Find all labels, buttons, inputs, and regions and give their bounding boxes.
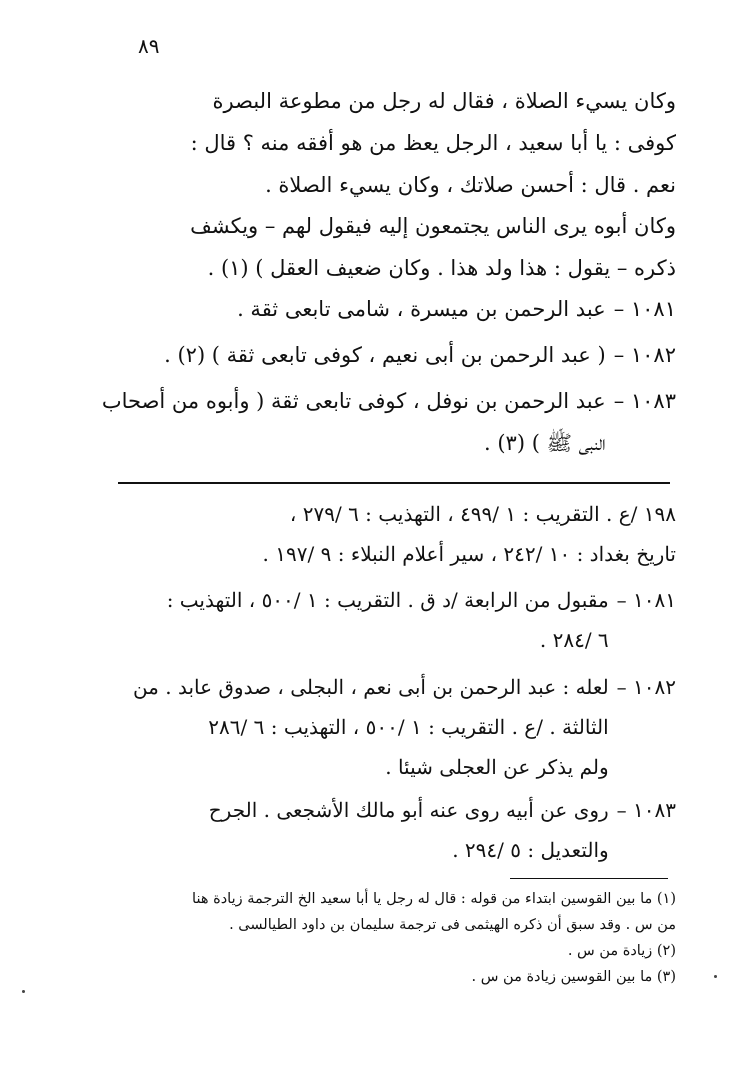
text-line: ذكره – يقول : هذا ولد هذا . وكان ضعيف العقل ) (١) . (207, 256, 676, 280)
entry-number: ١٠٨٢ – (613, 343, 676, 367)
entry-1082 (118, 334, 676, 376)
annotation-line: الثالثة . /ع . التقريب : ١ /٥٠٠ ، التهذيب : ٦ /٢٨٦ (208, 715, 609, 739)
entry-text: ( عبد الرحمن بن أبى نعيم ، كوفى تابعى ثقة ) (٢) . (164, 343, 606, 367)
annotation-number: ١٠٨١ – (616, 588, 676, 612)
annotation-line: تاريخ بغداد : ١٠ /٢٤٢ ، سير أعلام النبلاء : ٩ /١٩٧ . (262, 542, 676, 566)
text-line: وكان يسيء الصلاة ، فقال له رجل من مطوعة البصرة (212, 89, 676, 113)
entry-text: النبى ﷺ ) (٣) . (484, 431, 606, 455)
annotation-intro (128, 494, 676, 574)
entry-number: ١٠٨٣ – (613, 389, 676, 413)
section-divider (118, 482, 670, 484)
entry-number: ١٠٨١ – (613, 297, 676, 321)
annotation-line: لعله : عبد الرحمن بن أبى نعم ، البجلى ، صدوق عابد . من (132, 675, 609, 699)
text-line: كوفى : يا أبا سعيد ، الرجل يعظ من هو أفقه منه ؟ قال : (190, 131, 676, 155)
entry-1081 (118, 288, 676, 330)
annotation-1082 (118, 667, 676, 787)
scan-speck (22, 990, 25, 993)
footnote-line: (١) ما بين القوسين ابتداء من قوله : قال له رجل يا أبا سعيد الخ الترجمة زيادة هنا (192, 891, 676, 907)
entry-text: عبد الرحمن بن نوفل ، كوفى تابعى ثقة ( وأبوه من أصحاب (101, 389, 606, 413)
annotation-line: ولم يذكر عن العجلى شيئا . (385, 755, 609, 779)
paragraph-2 (118, 205, 676, 289)
text-line: نعم . قال : أحسن صلاتك ، وكان يسيء الصلاة . (265, 173, 676, 197)
annotation-line: ١٩٨ /ع . التقريب : ١ /٤٩٩ ، التهذيب : ٦ /٢٧٩ ، (289, 502, 676, 526)
footnote-line: (٣) ما بين القوسين زيادة من س . (471, 969, 676, 985)
annotation-number: ١٠٨٢ – (616, 675, 676, 699)
annotation-1083 (118, 790, 676, 870)
annotation-line: مقبول من الرابعة /د ق . التقريب : ١ /٥٠٠ ، التهذيب : (166, 588, 609, 612)
annotation-number: ١٠٨٣ – (616, 798, 676, 822)
annotation-line: والتعديل : ٥ /٢٩٤ . (452, 838, 609, 862)
paragraph-1 (118, 80, 676, 206)
footnote-divider (510, 878, 668, 879)
text-line: وكان أبوه يرى الناس يجتمعون إليه فيقول لهم – ويكشف (190, 214, 676, 238)
scan-speck (714, 975, 717, 978)
annotation-line: ٦ /٢٨٤ . (539, 628, 609, 652)
entry-text: عبد الرحمن بن ميسرة ، شامى تابعى ثقة . (237, 297, 606, 321)
footnote-line: من س . وقد سبق أن ذكره الهيثمى فى ترجمة سليمان بن داود الطيالسى . (229, 917, 676, 933)
footnotes (96, 886, 676, 990)
annotation-1081 (118, 580, 676, 660)
entry-1083 (101, 380, 676, 464)
annotation-line: روى عن أبيه روى عنه أبو مالك الأشجعى . الجرح (208, 798, 609, 822)
page-number: ٨٩ (138, 34, 160, 58)
footnote-line: (٢) زيادة من س . (567, 943, 676, 959)
